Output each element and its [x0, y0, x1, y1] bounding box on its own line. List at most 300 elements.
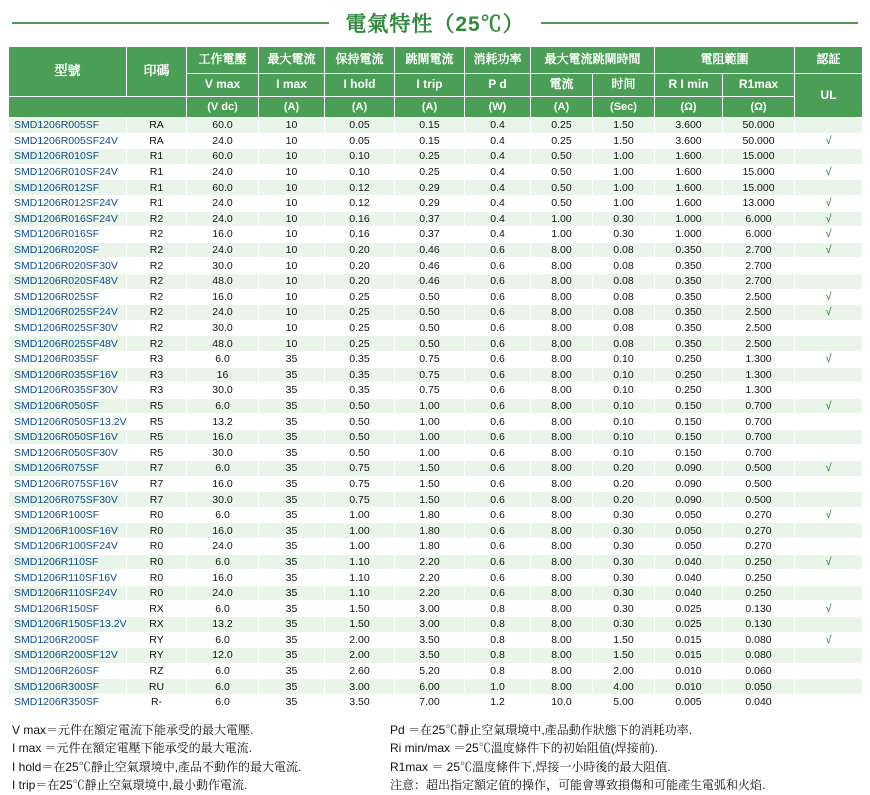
- cell-rmin: 3.600: [655, 133, 723, 149]
- cell-rmin: 0.350: [655, 336, 723, 352]
- table-row: [9, 679, 863, 695]
- cell-pd: 0.6: [465, 336, 531, 352]
- cell-rmax: 0.080: [723, 632, 795, 648]
- cell-model: SMD1206R100SF: [9, 507, 127, 523]
- cell-pd: 0.6: [465, 289, 531, 305]
- cell-imax: 35: [259, 398, 325, 414]
- unit-current: (A): [531, 97, 593, 118]
- unit-imax: (A): [259, 97, 325, 118]
- unit-itrip: (A): [395, 97, 465, 118]
- cell-itrip: 1.00: [395, 429, 465, 445]
- table-row: [9, 523, 863, 539]
- cell-itrip: 0.46: [395, 273, 465, 289]
- cell-vmax: 6.0: [187, 507, 259, 523]
- cell-code: RA: [127, 133, 187, 149]
- symbol-pd: P d: [465, 74, 531, 97]
- cell-code: R7: [127, 461, 187, 477]
- cell-itrip: 0.46: [395, 258, 465, 274]
- cell-pd: 0.4: [465, 149, 531, 165]
- cell-imax: 10: [259, 289, 325, 305]
- cell-model: SMD1206R020SF: [9, 242, 127, 258]
- cell-ul: √: [795, 195, 863, 211]
- cell-model: SMD1206R100SF16V: [9, 523, 127, 539]
- cell-rmin: 0.250: [655, 351, 723, 367]
- cell-rmin: 0.005: [655, 694, 723, 710]
- header-max-current: 最大電流: [259, 47, 325, 74]
- cell-imax: 35: [259, 523, 325, 539]
- cell-cur: 0.25: [531, 133, 593, 149]
- cell-ul: √: [795, 632, 863, 648]
- table-row: [9, 305, 863, 321]
- cell-rmin: 0.350: [655, 273, 723, 289]
- table-row: [9, 632, 863, 648]
- cell-ihold: 1.10: [325, 554, 395, 570]
- cell-model: SMD1206R150SF: [9, 601, 127, 617]
- cell-ihold: 1.10: [325, 570, 395, 586]
- cell-rmax: 0.500: [723, 461, 795, 477]
- cell-cur: 8.00: [531, 429, 593, 445]
- cell-cur: 0.50: [531, 164, 593, 180]
- cell-vmax: 6.0: [187, 601, 259, 617]
- cell-pd: 1.0: [465, 679, 531, 695]
- cell-cur: 8.00: [531, 648, 593, 664]
- cell-imax: 35: [259, 367, 325, 383]
- cell-pd: 0.6: [465, 554, 531, 570]
- cell-imax: 35: [259, 694, 325, 710]
- cell-itrip: 1.50: [395, 476, 465, 492]
- table-row: [9, 289, 863, 305]
- cell-pd: 0.8: [465, 663, 531, 679]
- cell-model: SMD1206R035SF: [9, 351, 127, 367]
- cell-cur: 8.00: [531, 539, 593, 555]
- cell-vmax: 24.0: [187, 164, 259, 180]
- cell-rmax: 0.500: [723, 476, 795, 492]
- cell-rmin: 0.150: [655, 445, 723, 461]
- cell-cur: 8.00: [531, 585, 593, 601]
- cell-rmax: 13.000: [723, 195, 795, 211]
- cell-ul: √: [795, 133, 863, 149]
- cell-model: SMD1206R050SF: [9, 398, 127, 414]
- cell-model: SMD1206R200SF: [9, 632, 127, 648]
- cell-time: 0.10: [593, 383, 655, 399]
- cell-vmax: 24.0: [187, 133, 259, 149]
- symbol-rmax: R1max: [723, 74, 795, 97]
- cell-time: 0.08: [593, 258, 655, 274]
- cell-code: R5: [127, 445, 187, 461]
- cell-time: 1.50: [593, 632, 655, 648]
- cell-code: R2: [127, 289, 187, 305]
- cell-imax: 10: [259, 195, 325, 211]
- cell-cur: 0.50: [531, 180, 593, 196]
- table-row: [9, 445, 863, 461]
- cell-imax: 10: [259, 149, 325, 165]
- cell-time: 4.00: [593, 679, 655, 695]
- cell-cur: 8.00: [531, 320, 593, 336]
- cell-itrip: 1.00: [395, 445, 465, 461]
- cell-rmin: 0.040: [655, 554, 723, 570]
- cell-code: R7: [127, 476, 187, 492]
- cell-model: SMD1206R016SF: [9, 227, 127, 243]
- cell-model: SMD1206R075SF30V: [9, 492, 127, 508]
- cell-code: R1: [127, 149, 187, 165]
- cell-imax: 35: [259, 617, 325, 633]
- cell-rmax: 6.000: [723, 211, 795, 227]
- cell-ihold: 2.60: [325, 663, 395, 679]
- cell-ihold: 0.50: [325, 429, 395, 445]
- table-row: [9, 539, 863, 555]
- cell-itrip: 2.20: [395, 585, 465, 601]
- cell-cur: 8.00: [531, 554, 593, 570]
- cell-model: SMD1206R012SF: [9, 180, 127, 196]
- cell-code: R3: [127, 367, 187, 383]
- cell-time: 0.20: [593, 476, 655, 492]
- cell-time: 0.08: [593, 320, 655, 336]
- cell-itrip: 0.46: [395, 242, 465, 258]
- cell-rmax: 0.080: [723, 648, 795, 664]
- cell-rmax: 2.500: [723, 305, 795, 321]
- cell-ul: √: [795, 601, 863, 617]
- cell-cur: 8.00: [531, 367, 593, 383]
- cell-imax: 10: [259, 227, 325, 243]
- cell-cur: 8.00: [531, 336, 593, 352]
- cell-imax: 35: [259, 429, 325, 445]
- cell-time: 1.00: [593, 180, 655, 196]
- cell-itrip: 0.37: [395, 211, 465, 227]
- cell-imax: 10: [259, 164, 325, 180]
- table-row: [9, 351, 863, 367]
- cell-imax: 35: [259, 507, 325, 523]
- unit-vmax: (V dc): [187, 97, 259, 118]
- cell-itrip: 6.00: [395, 679, 465, 695]
- cell-pd: 0.6: [465, 492, 531, 508]
- cell-imax: 10: [259, 258, 325, 274]
- cell-model: SMD1206R025SF24V: [9, 305, 127, 321]
- cell-model: SMD1206R020SF30V: [9, 258, 127, 274]
- cell-ul: √: [795, 554, 863, 570]
- cell-ul: √: [795, 507, 863, 523]
- cell-ihold: 2.00: [325, 648, 395, 664]
- cell-vmax: 16.0: [187, 570, 259, 586]
- cell-pd: 0.4: [465, 164, 531, 180]
- cell-itrip: 0.50: [395, 305, 465, 321]
- cell-rmin: 0.010: [655, 679, 723, 695]
- cell-rmax: 2.700: [723, 242, 795, 258]
- cell-pd: 0.6: [465, 273, 531, 289]
- cell-model: SMD1206R016SF24V: [9, 211, 127, 227]
- cell-ul: √: [795, 398, 863, 414]
- cell-ul: [795, 118, 863, 134]
- cell-itrip: 3.00: [395, 617, 465, 633]
- cell-rmax: 0.700: [723, 398, 795, 414]
- header-trip-current: 跳閘電流: [395, 47, 465, 74]
- cell-pd: 0.6: [465, 258, 531, 274]
- cell-rmax: 0.270: [723, 523, 795, 539]
- cell-ihold: 0.16: [325, 227, 395, 243]
- unit-rmin: (Ω): [655, 97, 723, 118]
- cell-code: R0: [127, 554, 187, 570]
- cell-ihold: 2.00: [325, 632, 395, 648]
- cell-time: 0.10: [593, 429, 655, 445]
- cell-ihold: 0.05: [325, 133, 395, 149]
- cell-ihold: 0.50: [325, 398, 395, 414]
- cell-imax: 35: [259, 414, 325, 430]
- cell-ul: √: [795, 227, 863, 243]
- header-certification: 認証: [795, 47, 863, 74]
- cell-model: SMD1206R110SF16V: [9, 570, 127, 586]
- cell-time: 0.30: [593, 617, 655, 633]
- cell-pd: 0.4: [465, 180, 531, 196]
- cell-model: SMD1206R110SF24V: [9, 585, 127, 601]
- cell-ul: √: [795, 305, 863, 321]
- cell-code: R0: [127, 585, 187, 601]
- cell-time: 0.10: [593, 445, 655, 461]
- cell-itrip: 0.75: [395, 351, 465, 367]
- cell-cur: 8.00: [531, 445, 593, 461]
- cell-ul: [795, 585, 863, 601]
- footnotes: [8, 721, 862, 795]
- cell-time: 0.30: [593, 554, 655, 570]
- cell-model: SMD1206R350SF: [9, 694, 127, 710]
- cell-time: 0.10: [593, 367, 655, 383]
- header-code: 印碼: [127, 47, 187, 97]
- cell-itrip: 1.80: [395, 539, 465, 555]
- cell-code: R1: [127, 195, 187, 211]
- cell-time: 0.30: [593, 601, 655, 617]
- cell-vmax: 30.0: [187, 492, 259, 508]
- cell-rmin: 0.015: [655, 632, 723, 648]
- cell-itrip: 1.50: [395, 492, 465, 508]
- cell-model: SMD1206R025SF30V: [9, 320, 127, 336]
- cell-pd: 0.4: [465, 211, 531, 227]
- cell-code: R3: [127, 351, 187, 367]
- cell-imax: 35: [259, 570, 325, 586]
- cell-itrip: 1.80: [395, 523, 465, 539]
- cell-ul: [795, 679, 863, 695]
- cell-rmin: 0.040: [655, 585, 723, 601]
- table-row: [9, 570, 863, 586]
- cell-cur: 8.00: [531, 632, 593, 648]
- cell-vmax: 48.0: [187, 273, 259, 289]
- cell-time: 1.50: [593, 118, 655, 134]
- table-row: [9, 429, 863, 445]
- cell-ihold: 0.10: [325, 164, 395, 180]
- table-row: [9, 663, 863, 679]
- cell-ihold: 0.75: [325, 461, 395, 477]
- cell-rmin: 1.600: [655, 180, 723, 196]
- cell-imax: 10: [259, 242, 325, 258]
- title-rule-left: [12, 22, 329, 24]
- cell-rmin: 0.050: [655, 539, 723, 555]
- cell-code: R0: [127, 507, 187, 523]
- cell-cur: 1.00: [531, 211, 593, 227]
- table-row: [9, 461, 863, 477]
- cell-ul: √: [795, 289, 863, 305]
- cell-ul: [795, 336, 863, 352]
- table-row: [9, 149, 863, 165]
- footnotes-right: [390, 721, 858, 795]
- header-power-dissipation: 消耗功率: [465, 47, 531, 74]
- table-body: [9, 118, 863, 711]
- cell-model: SMD1206R035SF30V: [9, 383, 127, 399]
- cell-cur: 8.00: [531, 617, 593, 633]
- cell-time: 0.08: [593, 242, 655, 258]
- cell-vmax: 48.0: [187, 336, 259, 352]
- table-row: [9, 164, 863, 180]
- cell-itrip: 0.37: [395, 227, 465, 243]
- cell-rmin: 0.350: [655, 305, 723, 321]
- table-row: [9, 336, 863, 352]
- cell-vmax: 60.0: [187, 180, 259, 196]
- cell-cur: 8.00: [531, 289, 593, 305]
- cell-imax: 35: [259, 554, 325, 570]
- cell-rmax: 0.250: [723, 570, 795, 586]
- cell-code: RX: [127, 601, 187, 617]
- cell-rmin: 3.600: [655, 118, 723, 134]
- cell-itrip: 2.20: [395, 570, 465, 586]
- cell-code: R2: [127, 227, 187, 243]
- cell-ihold: 0.16: [325, 211, 395, 227]
- cell-pd: 0.6: [465, 585, 531, 601]
- header-resistance-range: 電阻範圍: [655, 47, 795, 74]
- cell-rmin: 0.150: [655, 429, 723, 445]
- cell-rmax: 0.500: [723, 492, 795, 508]
- cell-rmin: 0.090: [655, 461, 723, 477]
- cell-ihold: 0.35: [325, 367, 395, 383]
- cell-rmax: 1.300: [723, 351, 795, 367]
- cell-code: R7: [127, 492, 187, 508]
- cell-rmin: 0.010: [655, 663, 723, 679]
- cell-pd: 0.6: [465, 242, 531, 258]
- cell-rmax: 0.700: [723, 445, 795, 461]
- cell-cur: 8.00: [531, 351, 593, 367]
- cell-cur: 8.00: [531, 273, 593, 289]
- cell-rmax: 1.300: [723, 367, 795, 383]
- cell-code: R3: [127, 383, 187, 399]
- cell-cur: 8.00: [531, 507, 593, 523]
- cell-rmax: 2.700: [723, 273, 795, 289]
- cell-itrip: 0.25: [395, 149, 465, 165]
- cell-ul: [795, 476, 863, 492]
- cell-itrip: 0.15: [395, 133, 465, 149]
- cell-itrip: 1.00: [395, 398, 465, 414]
- cell-time: 0.20: [593, 492, 655, 508]
- footnote-line: I max ＝元件在額定電壓下能承受的最大電流.: [12, 741, 253, 756]
- cell-pd: 0.4: [465, 118, 531, 134]
- cell-itrip: 3.50: [395, 632, 465, 648]
- cell-rmin: 0.090: [655, 476, 723, 492]
- cell-vmax: 30.0: [187, 445, 259, 461]
- table-row: [9, 601, 863, 617]
- cell-rmin: 0.350: [655, 258, 723, 274]
- cell-code: R0: [127, 523, 187, 539]
- cell-pd: 0.6: [465, 398, 531, 414]
- cell-cur: 0.50: [531, 195, 593, 211]
- cell-code: RZ: [127, 663, 187, 679]
- cell-rmin: 0.350: [655, 289, 723, 305]
- cell-vmax: 30.0: [187, 258, 259, 274]
- cell-vmax: 16.0: [187, 289, 259, 305]
- cell-imax: 35: [259, 663, 325, 679]
- cell-pd: 0.6: [465, 414, 531, 430]
- cell-vmax: 6.0: [187, 398, 259, 414]
- cell-ul: [795, 492, 863, 508]
- cell-rmin: 0.150: [655, 414, 723, 430]
- cell-pd: 0.6: [465, 305, 531, 321]
- cell-itrip: 0.75: [395, 367, 465, 383]
- cell-time: 0.20: [593, 461, 655, 477]
- cell-ihold: 0.75: [325, 492, 395, 508]
- header-hold-current: 保持電流: [325, 47, 395, 74]
- cell-rmin: 1.600: [655, 149, 723, 165]
- table-row: [9, 320, 863, 336]
- cell-ul: [795, 539, 863, 555]
- cell-vmax: 6.0: [187, 663, 259, 679]
- cell-ul: [795, 180, 863, 196]
- cell-model: SMD1206R110SF: [9, 554, 127, 570]
- cell-code: R2: [127, 305, 187, 321]
- cell-ul: [795, 320, 863, 336]
- cell-ihold: 0.20: [325, 242, 395, 258]
- cell-pd: 0.6: [465, 523, 531, 539]
- page-title-row: [8, 0, 862, 46]
- cell-vmax: 24.0: [187, 539, 259, 555]
- cell-ul: √: [795, 242, 863, 258]
- cell-code: R5: [127, 414, 187, 430]
- cell-ul: [795, 570, 863, 586]
- unit-spacer: [9, 97, 187, 118]
- cell-time: 0.30: [593, 585, 655, 601]
- cell-time: 0.08: [593, 273, 655, 289]
- cell-rmax: 0.040: [723, 694, 795, 710]
- cell-imax: 35: [259, 383, 325, 399]
- cell-pd: 0.6: [465, 383, 531, 399]
- footnote-line: Ri min/max ＝25℃溫度條件下的初始阻值(焊接前).: [390, 741, 659, 756]
- cell-ihold: 0.12: [325, 195, 395, 211]
- cell-cur: 8.00: [531, 523, 593, 539]
- cell-pd: 0.4: [465, 133, 531, 149]
- cell-cur: 8.00: [531, 492, 593, 508]
- cell-ul: [795, 383, 863, 399]
- cell-ihold: 1.00: [325, 523, 395, 539]
- cell-pd: 0.4: [465, 195, 531, 211]
- cell-pd: 0.8: [465, 601, 531, 617]
- unit-ihold: (A): [325, 97, 395, 118]
- cell-ihold: 0.25: [325, 336, 395, 352]
- cell-time: 2.00: [593, 663, 655, 679]
- cell-imax: 35: [259, 648, 325, 664]
- cell-ihold: 0.20: [325, 258, 395, 274]
- cell-rmin: 0.250: [655, 383, 723, 399]
- cell-model: SMD1206R200SF12V: [9, 648, 127, 664]
- cell-model: SMD1206R010SF: [9, 149, 127, 165]
- cell-time: 0.30: [593, 211, 655, 227]
- cell-model: SMD1206R075SF16V: [9, 476, 127, 492]
- cell-model: SMD1206R020SF48V: [9, 273, 127, 289]
- cell-code: R5: [127, 429, 187, 445]
- cell-cur: 8.00: [531, 383, 593, 399]
- page-title: 電氣特性（25℃）: [345, 13, 525, 36]
- cell-pd: 0.6: [465, 429, 531, 445]
- cell-vmax: 13.2: [187, 617, 259, 633]
- symbol-ul: UL: [795, 74, 863, 118]
- cell-itrip: 0.50: [395, 289, 465, 305]
- cell-time: 1.00: [593, 149, 655, 165]
- cell-code: R1: [127, 164, 187, 180]
- cell-pd: 0.6: [465, 320, 531, 336]
- cell-rmax: 15.000: [723, 164, 795, 180]
- cell-cur: 8.00: [531, 414, 593, 430]
- cell-cur: 0.50: [531, 149, 593, 165]
